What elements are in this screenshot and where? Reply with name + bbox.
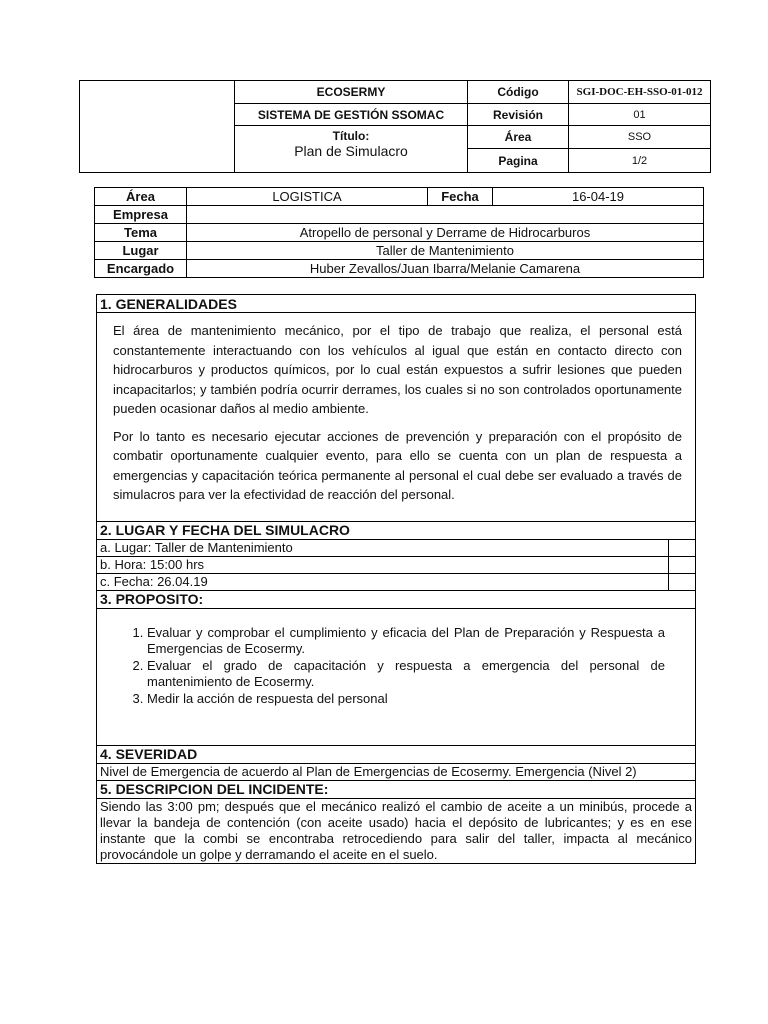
area-label: Área xyxy=(468,126,569,149)
section-title-incidente: 5. DESCRIPCION DEL INCIDENTE: xyxy=(97,780,696,798)
info-tema-label: Tema xyxy=(95,224,187,242)
company-name: ECOSERMY xyxy=(235,81,468,104)
proposito-item: 2. Evaluar el grado de capacitación y respuesta a emergencia del personal de mantenimiento de Ecosermy. xyxy=(147,658,665,691)
document-header xyxy=(79,80,711,173)
info-encargado-label: Encargado xyxy=(95,260,187,278)
area-value: SSO xyxy=(569,126,711,149)
info-fecha-value: 16-04-19 xyxy=(493,188,704,206)
info-area-label: Área xyxy=(95,188,187,206)
pagina-label: Pagina xyxy=(468,149,569,173)
lugar-check-cell xyxy=(669,539,696,556)
title-value: Plan de Simulacro xyxy=(294,143,408,159)
fecha-item: c. Fecha: 26.04.19 xyxy=(97,573,669,590)
revision-label: Revisión xyxy=(468,104,569,126)
info-empresa-value xyxy=(187,206,704,224)
pagina-value: 1/2 xyxy=(569,149,711,173)
codigo-label: Código xyxy=(468,81,569,104)
info-lugar-value: Taller de Mantenimiento xyxy=(187,242,704,260)
incidente-text: Siendo las 3:00 pm; después que el mecánico realizó el cambio de aceite a un minibús, procede a llevar la bandeja de contención (con aceite usado) hacia el depósito de lubricantes; y es en ese instante que la combi se encontraba retrocediendo para salir del taller, impacta al mecánico provocándole un golpe y derramando el aceite en el suelo. xyxy=(97,798,696,863)
lugar-item: a. Lugar: Taller de Mantenimiento xyxy=(97,539,669,556)
info-table xyxy=(94,187,704,278)
system-name: SISTEMA DE GESTIÓN SSOMAC xyxy=(235,104,468,126)
info-area-value: LOGISTICA xyxy=(187,188,428,206)
proposito-list xyxy=(127,625,665,708)
info-lugar-label: Lugar xyxy=(95,242,187,260)
proposito-body xyxy=(97,608,696,745)
section-title-lugar-fecha: 2. LUGAR Y FECHA DEL SIMULACRO xyxy=(97,521,696,539)
codigo-value: SGI-DOC-EH-SSO-01-012 xyxy=(569,81,711,104)
hora-item: b. Hora: 15:00 hrs xyxy=(97,556,669,573)
info-encargado-value: Huber Zevallos/Juan Ibarra/Melanie Camarena xyxy=(187,260,704,278)
section-title-proposito: 3. PROPOSITO: xyxy=(97,590,696,608)
title-cell xyxy=(235,126,468,173)
title-label: Título: xyxy=(332,129,370,143)
generalidades-paragraph-2: Por lo tanto es necesario ejecutar acciones de prevención y preparación con el propósito de combatir oportunamente cualquier evento, para ello se cuenta con un plan de respuesta a emergencias y capacitación teórica permanente al personal el cual debe ser evaluado a través de simulacros para ver la efectividad de reacción del personal. xyxy=(113,428,682,502)
generalidades-body xyxy=(97,313,696,522)
hora-check-cell xyxy=(669,556,696,573)
revision-value: 01 xyxy=(569,104,711,126)
fecha-check-cell xyxy=(669,573,696,590)
section-title-generalidades: 1. GENERALIDADES xyxy=(97,295,696,313)
content-table xyxy=(96,294,696,864)
logo-area xyxy=(80,81,235,173)
info-tema-value: Atropello de personal y Derrame de Hidrocarburos xyxy=(187,224,704,242)
info-fecha-label: Fecha xyxy=(428,188,493,206)
proposito-item: 3. Medir la acción de respuesta del personal xyxy=(147,691,665,708)
section-title-severidad: 4. SEVERIDAD xyxy=(97,745,696,763)
generalidades-paragraph-1: El área de mantenimiento mecánico, por el tipo de trabajo que realiza, el personal está constantemente interactuando con los vehículos al igual que están en contacto directo con hidrocarburos y productos químicos, por lo cual están expuestos a sufrir lesiones que pueden incapacitarlos; y también podría ocurrir derrames, los cuales si no son controlados oportunamente pueden ocasionar daños al medio ambiente. xyxy=(113,323,682,416)
proposito-item: 1. Evaluar y comprobar el cumplimiento y eficacia del Plan de Preparación y Respuesta a Emergencias de Ecosermy. xyxy=(147,625,665,658)
severidad-text: Nivel de Emergencia de acuerdo al Plan de Emergencias de Ecosermy. Emergencia (Nivel 2) xyxy=(97,763,696,780)
info-empresa-label: Empresa xyxy=(95,206,187,224)
